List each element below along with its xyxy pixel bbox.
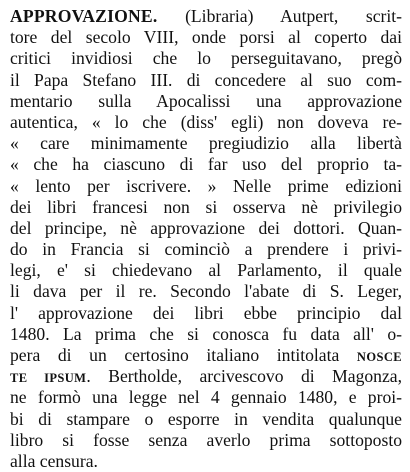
entry-text: ne formò una legge nel 4 gennaio 1480, e proi-	[10, 387, 402, 408]
small-caps-title: NOSCE	[356, 350, 402, 364]
entry-line	[10, 303, 402, 324]
entry-text: il Papa Stefano III. di concedere al suo com-	[10, 69, 402, 90]
entry-text: 1480. La prima che si conosca fu data all' o-	[10, 323, 402, 344]
entry-text: mentario sulla Apocalissi una approvazione	[10, 90, 402, 111]
entry-line	[10, 366, 402, 387]
entry-text: « lento per iscrivere. » Nelle prime edizioni	[10, 175, 402, 196]
entry-line	[10, 27, 402, 48]
entry-text: libro si fosse senza averlo prima sottoposto	[10, 429, 402, 450]
entry-text: . Bertholde, arcivescovo di Magonza,	[86, 366, 402, 387]
entry-text: tore del secolo VIII, onde porsi al coperto dai	[10, 27, 402, 48]
entry-line	[10, 112, 402, 133]
entry-text: bi di stampare o esporre in vendita qualunque	[10, 408, 402, 429]
entry-text: l' approvazione dei libri ebbe principio dal	[10, 302, 402, 323]
entry-text: do in Francia si cominciò a prendere i privi-	[10, 239, 402, 260]
entry-line	[10, 48, 402, 69]
entry-text: dei libri francesi non si osserva nè privilegio	[10, 196, 402, 217]
entry-line	[10, 6, 402, 27]
entry-line	[10, 260, 402, 281]
entry-line	[10, 133, 402, 154]
entry-headword: APPROVAZIONE.	[10, 6, 158, 26]
entry-line	[10, 197, 402, 218]
entry-line	[10, 281, 402, 302]
entry-line	[10, 154, 402, 175]
entry-text: critici invidiosi che lo perseguitavano, pregò	[10, 48, 402, 69]
entry-line	[10, 218, 402, 239]
entry-text: pera di un certosino italiano intitolata	[10, 345, 357, 365]
entry-text: « care minimamente pregiudizio alla libertà	[10, 133, 402, 154]
entry-line	[10, 324, 402, 345]
entry-text: legi, e' si chiedevano al Parlamento, il quale	[10, 260, 402, 281]
dictionary-entry	[10, 6, 402, 472]
entry-line	[10, 345, 402, 366]
entry-text: (Libraria) Autpert, scrit-	[157, 6, 402, 26]
entry-text: alla censura.	[10, 450, 98, 471]
entry-line	[10, 430, 402, 451]
entry-text: li dava per il re. Secondo l'abate di S. Leger,	[10, 281, 402, 302]
entry-line	[10, 70, 402, 91]
entry-line	[10, 409, 402, 430]
entry-text: autentica, « lo che (diss' egli) non doveva re-	[10, 111, 402, 132]
small-caps-title: TE IPSUM	[10, 371, 87, 386]
entry-line	[10, 387, 402, 408]
entry-text: del principe, nè approvazione dei dottori. Quan-	[10, 217, 402, 238]
entry-line	[10, 239, 402, 260]
entry-line	[10, 91, 402, 112]
entry-line	[10, 451, 402, 472]
entry-line	[10, 176, 402, 197]
entry-text: « che ha ciascuno di far uso del proprio ta-	[10, 154, 402, 175]
